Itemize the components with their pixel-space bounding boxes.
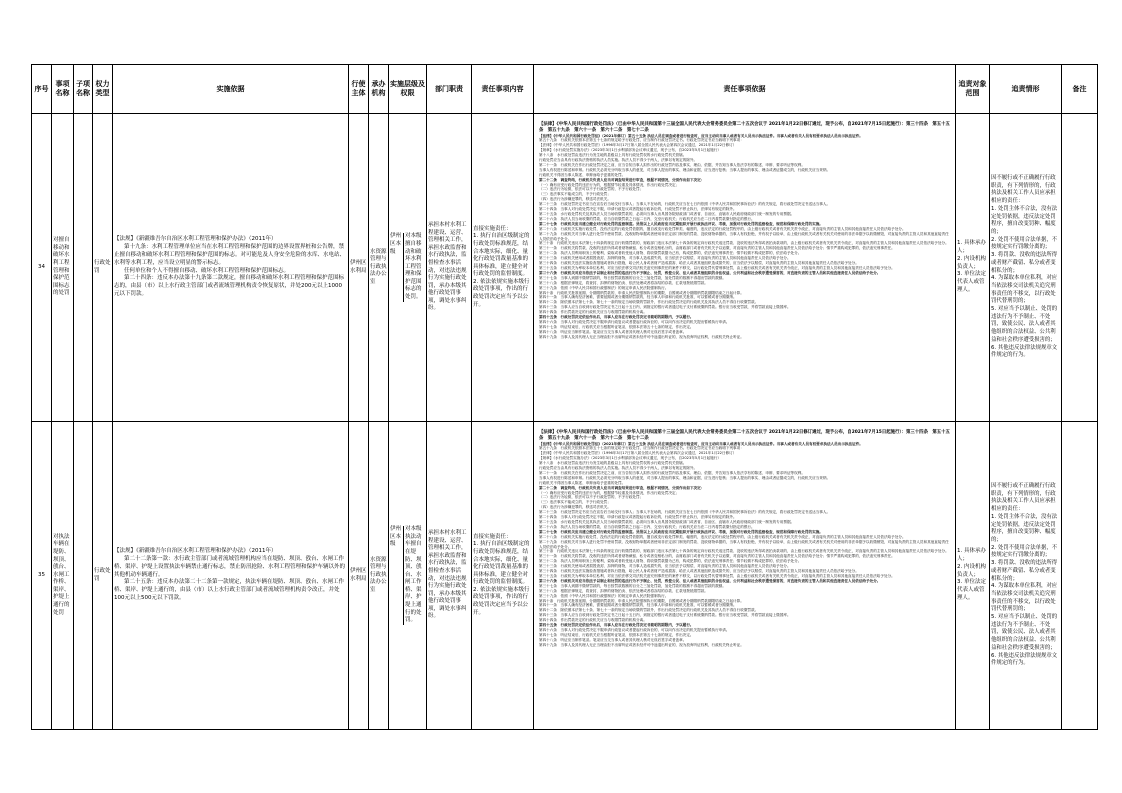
resp-basis-line: 第四十五条 行政处罚决定依法作出后，当事人应当在行政处罚决定书载明的期限内，予以履行。 — [539, 315, 694, 320]
resp-basis-line: 【法律】《中华人民共和国行政处罚法》（2021年修订）第五十五条 执法人员在调查或者进行检查时，应当主动向当事人或者有关人员出示执法证件。当事人或者有关人员有权要求执法人员出示执法证件。 — [539, 441, 863, 446]
resp-basis-line: 第四十四条 作出罚款决定的行政机关应当与收缴罚款的机构分离。 — [539, 310, 647, 315]
level-cell — [389, 422, 427, 730]
resp-item: 2. 依法依规实施本级行政处罚事项，作出的行政处罚决定应当予以公开。 — [473, 278, 530, 308]
resp-basis-line: 第四十九条 当事人及其代理人无正当理由拒不出席听证或者未经许可中途退出听证的，视为放弃听证权利，行政机关终止听证。 — [539, 334, 744, 339]
level-scope-text: 对本级擅自移动和破坏水利工程管理和保护范围标志的处罚。 — [405, 233, 422, 301]
resp-basis-cell — [534, 422, 956, 730]
item-name-cell: 对擅自移动和破坏水利工程管理和保护范围标志的处罚 — [52, 114, 74, 422]
resp-basis-line: 当事人有权进行陈述和申辩。行政机关必须充分听取当事人的意见，对当事人提出的事实、理由和证据，应当进行复核；当事人提出的事实、理由或者证据成立的，行政机关应当采纳。 — [539, 167, 831, 172]
resp-item: 直接实施责任： — [473, 533, 512, 540]
resp-basis-line: 第三十三条 行政机关使用或者损毁查封、扣押的财物，对当事人造成损失的，应当依法予以赔偿，对直接负责的主管人员和其他直接责任人员依法给予处分。 — [539, 256, 791, 261]
handling-org-cell: 水资源管理与行政执法办公室 — [369, 114, 389, 422]
resp-basis-line: 第三十条 行政机关违反本法第七十四条的规定自行收缴罚款的，财政部门违反本法第七十四条的规定向行政机关返还罚款、没收的违法所得或者拍卖款项的，由上级行政机关或者有关机关责令改正，对直接负责的主管人员和其他直接责任人员依法给予处分。 — [539, 549, 949, 554]
resp-basis-line: 第四十二条 除依照本法第七十条、第七十一条的规定当场收缴的罚款外，作出行政处罚决定的行政机关及其执法人员不得自行收缴罚款。 — [539, 608, 759, 613]
resp-basis-line: 第二十三条 行政处罚决定书应当在宣告后当场交付当事人；当事人不在场的，行政机关应当在七日内依照《中华人民共和国民事诉讼法》的有关规定，将行政处罚决定书送达当事人。 — [539, 202, 831, 207]
col-basis: 实施依据 — [113, 65, 349, 114]
level-cell — [389, 114, 427, 422]
col-item-name: 事项名称 — [52, 65, 74, 114]
level-scope-text: 对本级执法动车擅自在堤防、坝顶、戗台、水闸工作桥、渠岸、护堤上通行的处罚。 — [405, 526, 422, 624]
blame-item: 2. 处罚不使用合法单据，不按规定实行罚缴分离的； — [991, 544, 1058, 559]
resp-basis-line: 第三十二条 执法人员利用职务上的便利，索取或者收受他人财物、将收缴罚款据为己有，构成犯罪的，依法追究刑事责任；情节轻微不构成犯罪的，依法给予处分。 — [539, 251, 802, 256]
blame-item: 4. 为谋取本单位私利，对应当依法移交司法机关追究刑事责任的不移交，以行政处罚代替刑罚的； — [991, 275, 1058, 305]
resp-basis-line: （四）违法行为涉嫌犯罪的，移送司法机关。 — [539, 505, 611, 510]
resp-basis-line: 第四十三条 当事人应当自收到行政处罚决定书之日起十五日内，到指定的银行或者通过电子支付系统缴纳罚款。银行应当收受罚款，并将罚款直接上缴国库。 — [539, 305, 791, 310]
resp-basis-line: 【法律】《中华人民共和国行政处罚法》（1996年3月17日第八届全国人民代表大会第四次会议通过，2021年1月22日修订） — [539, 451, 737, 456]
col-remarks: 备注 — [1062, 65, 1098, 114]
resp-basis-line: 第三十四条 行政机关违法实施检查措施或者执行措施，给公民人身或者财产造成损害、给法人或者其他组织造成损失的，应当依法予以赔偿，对直接负责的主管人员和其他直接责任人员依法给予处分。 — [539, 569, 859, 574]
resp-basis-line: 第二十九条 行政机关对当事人进行处罚不使用罚款、没收财物单据或者使用非法定部门制发的罚款、没收财物单据的，当事人有权拒绝，并有权予以检举，由上级行政机关或者有关机关对使用的非法单据予以收缴销毁，对直接负责的主管人员和其他直接责任人员依法给予处分。 — [539, 539, 949, 549]
resp-basis-line: 第三十五条 行政机关为牟取本单位私利，对应当依法移交司法机关追究刑事责任的案件不移交，以行政处罚代替刑事处罚，由上级行政机关或者有关机关责令改正，对直接负责的主管人员和其他直接责任人员依法给予处分。 — [539, 265, 895, 270]
resp-item: 1. 执行自治区级制定的行政处罚标准规范，结合本地实际，细化、量化行政处罚裁量基准的具体标准，建立健全对行政处罚的监督制度。 — [473, 541, 530, 586]
basis-paragraph: 第二十四条：违反本办法第十九条第二款规定，擅自移动和破坏水利工程管理和保护范围标志的，由县（市）以上水行政主管部门或者流域管理机构责令恢复原状，并处200元以上1000元以下罚款。 — [114, 275, 345, 297]
blame-scope-item: 3. 单位法定代表人或管理人。 — [957, 271, 986, 293]
responsibility-table-sheet — [31, 64, 1097, 730]
resp-basis-line: 第二十二条 调查终结，行政机关负责人应当对调查结果进行审查，根据不同情况，分别作出如下决定： — [539, 485, 705, 490]
power-responsibility-table — [31, 64, 1098, 730]
col-power-type: 权力类型 — [93, 65, 113, 114]
resp-basis-block — [535, 424, 954, 728]
dept-duty-cell — [427, 422, 472, 730]
resp-basis-line: （三）违法事实不能成立的，不予行政处罚； — [539, 192, 611, 197]
col-subject: 行使主体 — [349, 65, 369, 114]
resp-basis-line: 【法律】《中华人民共和国行政处罚法》（1996年3月17日第八届全国人民代表大会第四次会议通过，2021年1月22日修订） — [539, 143, 737, 148]
resp-basis-line: 第三十五条 行政机关为牟取本单位私利，对应当依法移交司法机关追究刑事责任的案件不移交，以行政处罚代替刑事处罚，由上级行政机关或者有关机关责令改正，对直接负责的主管人员和其他直接责任人员依法给予处分。 — [539, 573, 895, 578]
dept-duty-text: 承担本村水利工程建设、运营、管理相关工作，承担水政监督和水行政执法，监督检查水事活动，对违法违规行为实施行政处罚，承办本级其他行政处罚事项，调处水事纠纷。 — [428, 529, 467, 620]
resp-basis-line: 第四十六条 当事人对行政处罚决定不服申请行政复议或者提起行政诉讼的，可以向作出决定的机关提出暂缓执行申请。 — [539, 319, 730, 324]
resp-basis-line: 第三十七条 当事人到期不缴纳罚款的，每日按罚款数额的百分之三加处罚款，加处罚款的数额不得超出罚款的数额。 — [539, 583, 726, 588]
resp-basis-line: 第二十三条 行政处罚决定书应当在宣告后当场交付当事人；当事人不在场的，行政机关应当在七日内依照《中华人民共和国民事诉讼法》的有关规定，将行政处罚决定书送达当事人。 — [539, 510, 831, 515]
resp-basis-line: 第三十六条 行政机关对应当依法予以制止和处罚的违法行为不予制止、处罚，致使公民、法人或者其他组织的合法权益、公共利益和社会秩序遭受损害的，对直接负责的主管人员和其他直接责任人员依法给予处分。 — [539, 270, 881, 275]
level-text: 伊州区本级 — [390, 526, 404, 625]
resp-basis-line: 第二十五条 水行政处罚机关及其执法人员当场收缴罚款的，必须向当事人出具国务院财政部门或者省、自治区、直辖市人民政府财政部门统一制发的专用票据。 — [539, 520, 795, 524]
blame-item: 3. 将罚款、没收的违法所得或者财产截留、私分或者变相私分的； — [991, 560, 1058, 582]
resp-basis-line: 第四十八条 听证应当制作笔录。笔录应当交当事人或者其代理人核对无误后签字或者盖章。 — [539, 637, 687, 642]
col-dept-duty: 部门职责 — [427, 65, 472, 114]
resp-basis-line: 第四十八条 听证应当制作笔录。笔录应当交当事人或者其代理人核对无误后签字或者盖章。 — [539, 329, 687, 334]
blame-scope-item: 1. 具体承办人； — [957, 548, 986, 562]
blame-scope-cell — [956, 114, 990, 422]
resp-basis-line: 第三十一条 行政机关将罚款、没收的违法所得或者财物截留、私分或者变相私分的，由财政部门或者有关机关予以追缴，对直接负责的主管人员和其他直接责任人员依法给予处分；情节严重构成犯罪的，依法追究刑事责任。 — [539, 246, 895, 251]
remarks-cell — [1062, 114, 1098, 422]
blame-scope-item: 2. 内设机构负责人； — [957, 255, 986, 270]
resp-basis-line: 第四十三条 当事人应当自收到行政处罚决定书之日起十五日内，到指定的银行或者通过电子支付系统缴纳罚款。银行应当收受罚款，并将罚款直接上缴国库。 — [539, 613, 791, 618]
resp-basis-line: （一）确有应受行政处罚的违法行为的，根据情节轻重及具体情况，作出行政处罚决定； — [539, 490, 680, 495]
col-resp-basis: 责任事项依据 — [534, 65, 956, 114]
power-type-cell: 行政处罚 — [93, 114, 113, 422]
resp-basis-line: 第二十九条 行政机关对当事人进行处罚不使用罚款、没收财物单据或者使用非法定部门制发的罚款、没收财物单据的，当事人有权拒绝，并有权予以检举，由上级行政机关或者有关机关对使用的非法单据予以收缴销毁，对直接负责的主管人员和其他直接责任人员依法给予处分。 — [539, 231, 949, 241]
resp-basis-line: 第四十一条 当事人确有经济困难，需要延期或者分期缴纳罚款的，经当事人申请和行政机关批准，可以暂缓或者分期缴纳。 — [539, 295, 737, 300]
sub-item-name-cell — [74, 114, 93, 422]
seq-cell: 34 — [32, 114, 52, 422]
resp-item: 2. 依法依规实施本级行政处罚事项，作出的行政处罚决定应当予以公开。 — [473, 586, 530, 616]
resp-item: 直接实施责任： — [473, 225, 512, 232]
resp-basis-line: （二）违法行为轻微，依法可以不予行政处罚的，不予行政处罚； — [539, 187, 644, 192]
basis-paragraph: 第二十二条第一款：水行政主管部门或者流域管理机构应当在堤防、坝顶、戗台、水闸工作桥、渠岸、护堤上设置执法车辆禁止通行标志，禁止防汛抢险、水利工程管理和保护车辆以外的其他机动车辆通行。 — [114, 556, 346, 578]
resp-basis-line: 第四十九条 当事人及其代理人无正当理由拒不出席听证或者未经许可中途退出听证的，视为放弃听证权利，行政机关终止听证。 — [539, 642, 744, 647]
resp-basis-line: 第二十五条 水行政处罚机关及其执法人员当场收缴罚款的，必须向当事人出具国务院财政部门或者省、自治区、直辖市人民政府财政部门统一制发的专用票据。 — [539, 212, 795, 216]
resp-basis-head: 【法律】《中华人民共和国行政处罚法》（已由中华人民共和国第十三届全国人民代表大会常务委员会第二十五次会议于 2021年1月22日修订通过，现予公布，自2021年7月15日起施行）：第三十四条 第五十五条 第五十九条 第六十一条 第六十二条 第七十二条 — [539, 429, 950, 441]
blame-situation-cell — [990, 422, 1062, 730]
resp-basis-line: 第三十条 行政机关违反本法第七十四条的规定自行收缴罚款的，财政部门违反本法第七十四条的规定向行政机关返还罚款、没收的违法所得或者拍卖款项的，由上级行政机关或者有关机关责令改正，对直接负责的主管人员和其他直接责任人员依法给予处分。 — [539, 241, 949, 246]
blame-scope-item: 3. 单位法定代表人或管理人。 — [957, 579, 986, 601]
col-sub-item-name: 子项名称 — [74, 65, 93, 114]
resp-basis-line: 第二十八条 行政机关实施行政处罚，没有法定的行政处罚依据的，擅自改变行政处罚种类、幅度的，违反法定的行政处罚程序的，由上级行政机关或者有关机关责令改正，对直接负责的主管人员和其他直接责任人员依法给予处分。 — [539, 226, 906, 231]
blame-scope-item: 2. 内设机构负责人； — [957, 563, 986, 578]
resp-basis-line: 第十八条 水行政处罚由违法行为发生地的县级以上具有行政处罚权的水行政处罚机关管辖。 — [539, 461, 687, 466]
resp-content-cell — [472, 422, 534, 730]
subject-cell: 伊州区水利局 — [349, 422, 369, 730]
level-text: 伊州区本级 — [390, 233, 404, 301]
dept-duty-text: 承担本村水利工程建设、运营、管理相关工作，承担水政监督和水行政执法，监督检查水事活动，对违法违规行为实施行政处罚，承办本级其他行政处罚事项，调处水事纠纷。 — [428, 221, 467, 312]
blame-item: 6. 其他违反法律法规规章文件规定的行为。 — [991, 344, 1058, 359]
resp-basis-line: 第四十七条 听证结束后，行政机关应当根据听证笔录，依照本法第五十七条的规定，作出决定。 — [539, 632, 694, 637]
basis-law-title: 【法规】《新疆维吾尔自治区水利工程管理和保护办法》（2011年） — [114, 548, 277, 555]
resp-basis-line: 第二十七条 行政机关应当建立健全对行政处罚的监督制度。县级以上人民政府应当定期组织开展行政执法评议、考核，加强对行政处罚的监督检查，规范和保障行政处罚的实施。 — [539, 529, 823, 534]
resp-basis-line: 第三十九条 依照《中华人民共和国行政强制法》的规定申请人民法院强制执行。 — [539, 593, 669, 598]
resp-basis-line: 第二十二条 调查终结，行政机关负责人应当对调查结果进行审查，根据不同情况，分别作出如下决定： — [539, 177, 705, 182]
resp-basis-line: 第四十条 行政机关批准延期、分期缴纳罚款的，申请人民法院强制执行的期限，自暂缓或者分期缴纳罚款期限结束之日起计算。 — [539, 598, 744, 603]
resp-basis-block — [535, 116, 954, 420]
resp-basis-line: 第二十一条 行政机关在作出行政处罚决定之前，应当告知当事人拟作出的行政处罚内容及事实、理由、依据，并告知当事人依法享有的陈述、申辩、要求听证等权利。 — [539, 162, 805, 167]
remarks-cell — [1062, 422, 1098, 730]
table-row — [32, 114, 1098, 422]
resp-basis-line: （四）违法行为涉嫌犯罪的，移送司法机关。 — [539, 197, 611, 202]
basis-cell — [113, 114, 349, 422]
resp-basis-line: 第三十七条 当事人到期不缴纳罚款的，每日按罚款数额的百分之三加处罚款，加处罚款的数额不得超出罚款的数额。 — [539, 275, 726, 280]
handling-org-cell: 水资源管理与行政执法办公室 — [369, 422, 389, 730]
resp-basis-line: （二）违法行为轻微，依法可以不予行政处罚的，不予行政处罚； — [539, 495, 644, 500]
blame-item: 5. 对应当予以制止、处罚的违法行为不予制止、不处罚，致使公民、法人或者其他组织的合法权益、公共利益和社会秩序遭受损害的； — [991, 614, 1058, 651]
basis-paragraph: 第十九条：水利工程管理单位应当在水利工程管理和保护范围的边界设置界桩和公告牌，禁止擅自移动和破坏水利工程管理和保护范围的标志。对可能危及人身安全危险的水库、水电站、水利等水利工程，应当设立明显的警示标志。 — [114, 244, 346, 266]
resp-basis-line: 第五十九条 行政机关依照本法第五十七条的规定给予行政处罚，应当制作行政处罚决定书。行政处罚决定书应当载明下列事项： — [539, 138, 744, 143]
resp-basis-head: 【法律】《中华人民共和国行政处罚法》（已由中华人民共和国第十三届全国人民代表大会常务委员会第二十五次会议于 2021年1月22日修订通过，现予公布，自2021年7月15日起施行）：第三十四条 第五十五条 第五十九条 第六十一条 第六十二条 第七十二条 — [539, 121, 950, 133]
resp-basis-line: 第二十六条 执法人员当场收缴的罚款，应当自收缴罚款之日起二日内，交至行政机关；行政机关应当在二日内将罚款缴付指定的银行。 — [539, 524, 755, 529]
resp-basis-line: 行政机关不得因当事人陈述、申辩而给予更重的处罚。 — [539, 480, 626, 485]
resp-basis-lines — [539, 134, 950, 340]
resp-basis-line: 【法律】《中华人民共和国行政处罚法》（2021年修订）第五十五条 执法人员在调查或者进行检查时，应当主动向当事人或者有关人员出示执法证件。当事人或者有关人员有权要求执法人员出示执法证件。 — [539, 133, 863, 138]
resp-basis-line: 第二十七条 行政机关应当建立健全对行政处罚的监督制度。县级以上人民政府应当定期组织开展行政执法评议、考核，加强对行政处罚的监督检查，规范和保障行政处罚的实施。 — [539, 221, 823, 226]
header-row — [32, 65, 1098, 114]
resp-basis-line: 第二十四条 当事人对行政处罚决定不服，申请行政复议或者提起行政诉讼的，行政处罚不停止执行，法律另有规定的除外。 — [539, 515, 737, 520]
resp-basis-line: 第三十四条 行政机关违法实施检查措施或者执行措施，给公民人身或者财产造成损害、给法人或者其他组织造成损失的，应当依法予以赔偿，对直接负责的主管人员和其他直接责任人员依法给予处分。 — [539, 261, 859, 266]
resp-basis-line: 第二十一条 行政机关在作出行政处罚决定之前，应当告知当事人拟作出的行政处罚内容及事实、理由、依据，并告知当事人依法享有的陈述、申辩、要求听证等权利。 — [539, 470, 805, 475]
resp-basis-line: 第三十八条 根据法律规定，将查封、扣押的财物拍卖、依法处理或者将冻结的存款、汇款划拨抵缴罚款。 — [539, 588, 708, 593]
resp-basis-line: 【规章】《水行政处罚实施办法》（2023年3月1日水利部部务会议审议通过，现予公布，自2023年5月1日起施行） — [539, 148, 721, 153]
basis-law-title: 【法规】《新疆维吾尔自治区水利工程管理和保护办法》（2011年） — [114, 236, 277, 243]
basis-paragraph: 任何单位和个人不得擅自移动、破坏水利工程管理和保护范围标志。 — [124, 267, 290, 274]
resp-basis-line: 行政机关不得因当事人陈述、申辩而给予更重的处罚。 — [539, 172, 626, 177]
seq-cell: 35 — [32, 422, 52, 730]
resp-basis-cell — [534, 114, 956, 422]
resp-basis-line: 行政处罚应当由具有行政执法资格的执法人员实施。执法人员不得少于两人，法律另有规定的除外。 — [539, 158, 698, 163]
blame-item: 3. 将罚款、没收的违法所得或者财产截留、私分或者变相私分的； — [991, 252, 1058, 274]
resp-basis-line: （一）确有应受行政处罚的违法行为的，根据情节轻重及具体情况，作出行政处罚决定； — [539, 182, 680, 187]
resp-basis-line: 第四十四条 作出罚款决定的行政机关应当与收缴罚款的机构分离。 — [539, 618, 647, 623]
resp-basis-line: （三）违法事实不能成立的，不予行政处罚； — [539, 500, 611, 505]
power-type-cell: 行政处罚 — [93, 422, 113, 730]
resp-basis-line: 第四十六条 当事人对行政处罚决定不服申请行政复议或者提起行政诉讼的，可以向作出决定的机关提出暂缓执行申请。 — [539, 627, 730, 632]
dept-duty-cell — [427, 114, 472, 422]
resp-basis-line: 第十八条 水行政处罚由违法行为发生地的县级以上具有行政处罚权的水行政处罚机关管辖。 — [539, 153, 687, 158]
blame-item: 2. 处罚不使用合法单据，不按规定实行罚缴分离的； — [991, 236, 1058, 251]
blame-item: 5. 对应当予以制止、处罚的违法行为不予制止、不处罚，致使公民、法人或者其他组织的合法权益、公共利益和社会秩序遭受损害的； — [991, 306, 1058, 343]
resp-basis-line: 【规章】《水行政处罚实施办法》（2023年3月1日水利部部务会议审议通过，现予公布，自2023年5月1日起施行） — [539, 456, 721, 461]
item-name-cell: 对执法车辆在堤防、坝顶、戗台、水闸工作桥、渠岸、护堤上通行的处罚 — [52, 422, 74, 730]
resp-basis-lines — [539, 442, 950, 648]
resp-basis-line: 第二十六条 执法人员当场收缴的罚款，应当自收缴罚款之日起二日内，交至行政机关；行政机关应当在二日内将罚款缴付指定的银行。 — [539, 216, 755, 221]
blame-item: 1. 处罚主体不合法，没有法定处罚依据，违反法定处罚程序，擅自改变罚种、幅度的； — [991, 205, 1058, 235]
col-handling-org: 承办机构 — [369, 65, 389, 114]
resp-content-cell — [472, 114, 534, 422]
blame-item: 1. 处罚主体不合法，没有法定处罚依据，违反法定处罚程序，擅自改变罚种、幅度的； — [991, 513, 1058, 543]
resp-basis-line: 第四十一条 当事人确有经济困难，需要延期或者分期缴纳罚款的，经当事人申请和行政机关批准，可以暂缓或者分期缴纳。 — [539, 603, 737, 608]
blame-situation-cell — [990, 114, 1062, 422]
resp-basis-line: 行政处罚应当由具有行政执法资格的执法人员实施。执法人员不得少于两人，法律另有规定的除外。 — [539, 466, 698, 471]
resp-basis-line: 第三十二条 执法人员利用职务上的便利，索取或者收受他人财物、将收缴罚款据为己有，构成犯罪的，依法追究刑事责任；情节轻微不构成犯罪的，依法给予处分。 — [539, 559, 802, 564]
resp-basis-line: 第四十五条 行政处罚决定依法作出后，当事人应当在行政处罚决定书载明的期限内，予以履行。 — [539, 623, 694, 628]
blame-item: 因不履行或不正确履行行政职责，有下列情形的，行政执法及相关工作人员应承担相应的责任： — [991, 483, 1056, 513]
col-level: 实施层级及权限 — [389, 65, 427, 114]
resp-basis-line: 第四十条 行政机关批准延期、分期缴纳罚款的，申请人民法院强制执行的期限，自暂缓或者分期缴纳罚款期限结束之日起计算。 — [539, 290, 744, 295]
col-seq: 序号 — [32, 65, 52, 114]
resp-basis-line: 第三十一条 行政机关将罚款、没收的违法所得或者财物截留、私分或者变相私分的，由财政部门或者有关机关予以追缴，对直接负责的主管人员和其他直接责任人员依法给予处分；情节严重构成犯罪的，依法追究刑事责任。 — [539, 554, 895, 559]
blame-item: 因不履行或不正确履行行政职责，有下列情形的，行政执法及相关工作人员应承担相应的责任： — [991, 175, 1056, 205]
resp-basis-line: 第四十七条 听证结束后，行政机关应当根据听证笔录，依照本法第五十七条的规定，作出决定。 — [539, 324, 694, 329]
blame-scope-item: 1. 具体承办人； — [957, 240, 986, 254]
blame-item: 6. 其他违反法律法规规章文件规定的行为。 — [991, 652, 1058, 667]
basis-cell — [113, 422, 349, 730]
blame-scope-cell — [956, 422, 990, 730]
resp-item: 1. 执行自治区级制定的行政处罚标准规范，结合本地实际，细化、量化行政处罚裁量基准的具体标准，建立健全对行政处罚的监督制度。 — [473, 233, 530, 278]
resp-basis-line: 第四十二条 除依照本法第七十条、第七十一条的规定当场收缴的罚款外，作出行政处罚决定的行政机关及其执法人员不得自行收缴罚款。 — [539, 300, 759, 305]
resp-basis-line: 第二十八条 行政机关实施行政处罚，没有法定的行政处罚依据的，擅自改变行政处罚种类、幅度的，违反法定的行政处罚程序的，由上级行政机关或者有关机关责令改正，对直接负责的主管人员和其他直接责任人员依法给予处分。 — [539, 534, 906, 539]
resp-basis-line: 第五十九条 行政机关依照本法第五十七条的规定给予行政处罚，应当制作行政处罚决定书。行政处罚决定书应当载明下列事项： — [539, 446, 744, 451]
resp-basis-line: 第三十八条 根据法律规定，将查封、扣押的财物拍卖、依法处理或者将冻结的存款、汇款划拨抵缴罚款。 — [539, 280, 708, 285]
resp-basis-line: 第二十四条 当事人对行政处罚决定不服，申请行政复议或者提起行政诉讼的，行政处罚不停止执行，法律另有规定的除外。 — [539, 207, 737, 212]
resp-basis-line: 第三十九条 依照《中华人民共和国行政强制法》的规定申请人民法院强制执行。 — [539, 285, 669, 290]
col-resp-content: 责任事项内容 — [472, 65, 534, 114]
resp-basis-line: 当事人有权进行陈述和申辩。行政机关必须充分听取当事人的意见，对当事人提出的事实、理由和证据，应当进行复核；当事人提出的事实、理由或者证据成立的，行政机关应当采纳。 — [539, 475, 831, 480]
subject-cell: 伊州区水利局 — [349, 114, 369, 422]
resp-basis-line: 第三十六条 行政机关对应当依法予以制止和处罚的违法行为不予制止、处罚，致使公民、法人或者其他组织的合法权益、公共利益和社会秩序遭受损害的，对直接负责的主管人员和其他直接责任人员依法给予处分。 — [539, 578, 881, 583]
basis-paragraph: 第二十五条：违反本办法第二十二条第一款规定，执法车辆在堤防、坝顶、戗台、水闸工作桥、渠岸、护堤上通行的，由县（市）以上水行政主管部门或者流域管理机构责令改正，并处100元以上500元以下罚款。 — [114, 579, 345, 601]
blame-item: 4. 为谋取本单位私利，对应当依法移交司法机关追究刑事责任的不移交，以行政处罚代替刑罚的； — [991, 583, 1058, 613]
table-row — [32, 422, 1098, 730]
col-blame-situation: 追责情形 — [990, 65, 1062, 114]
sub-item-name-cell — [74, 422, 93, 730]
col-blame-scope: 追责对象范围 — [956, 65, 990, 114]
resp-basis-line: 第三十三条 行政机关使用或者损毁查封、扣押的财物，对当事人造成损失的，应当依法予以赔偿，对直接负责的主管人员和其他直接责任人员依法给予处分。 — [539, 564, 791, 569]
